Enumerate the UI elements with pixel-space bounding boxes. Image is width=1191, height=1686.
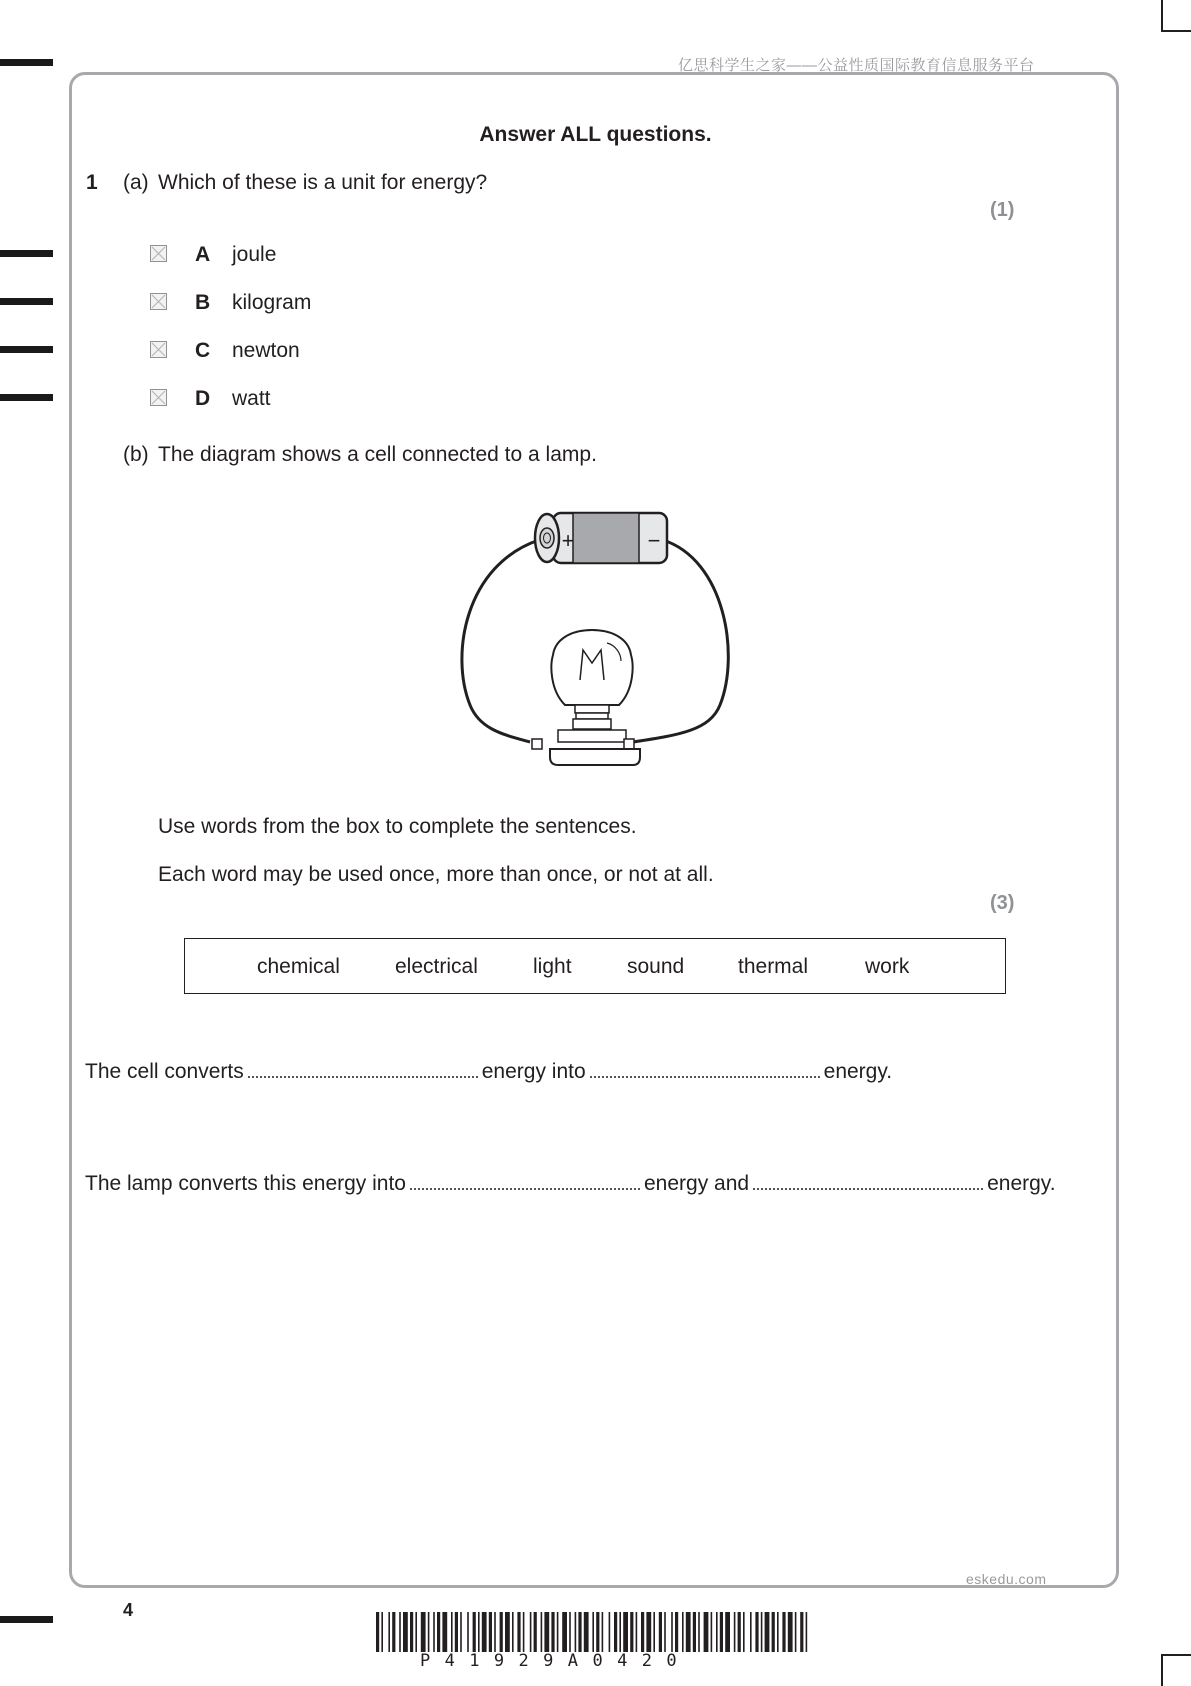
- barcode-bar: [725, 1612, 730, 1652]
- barcode-bar: [534, 1612, 537, 1652]
- barcode-bar: [437, 1612, 440, 1652]
- barcode-bar: [584, 1612, 589, 1652]
- cross-icon: [151, 294, 166, 309]
- barcode-bar: [415, 1612, 417, 1652]
- barcode-bar: [569, 1612, 571, 1652]
- barcode-bar: [551, 1612, 554, 1652]
- answer-blank-4[interactable]: [753, 1187, 983, 1190]
- margin-mark: [0, 1616, 53, 1623]
- barcode-bar: [716, 1612, 718, 1652]
- answer-blank-1[interactable]: [248, 1075, 478, 1078]
- barcode-bar: [410, 1612, 413, 1652]
- sentence-1-start: The cell converts: [85, 1060, 244, 1083]
- option-c-text: newton: [232, 339, 300, 362]
- barcode-bar: [596, 1612, 599, 1652]
- barcode-text: P41929A0420: [420, 1651, 691, 1671]
- option-a-checkbox[interactable]: [150, 245, 167, 262]
- barcode-bar: [704, 1612, 709, 1652]
- margin-mark: [0, 250, 53, 257]
- question-number: 1: [86, 171, 98, 194]
- margin-mark: [0, 394, 53, 401]
- barcode-bar: [544, 1612, 549, 1652]
- barcode-bar: [664, 1612, 666, 1652]
- barcode-bar: [530, 1612, 532, 1652]
- barcode-bar: [592, 1612, 594, 1652]
- sentence-1: [85, 1060, 892, 1084]
- sentence-2: [85, 1172, 1056, 1196]
- margin-mark: [0, 346, 53, 353]
- barcode-bar: [777, 1612, 779, 1652]
- answer-blank-2[interactable]: [590, 1075, 820, 1078]
- cell-battery: [535, 513, 667, 563]
- barcode-bar: [541, 1612, 543, 1652]
- cross-icon: [151, 390, 166, 405]
- barcode-bar: [562, 1612, 567, 1652]
- barcode-bar: [630, 1612, 633, 1652]
- barcode-bar: [460, 1612, 462, 1652]
- word-thermal: thermal: [738, 955, 809, 978]
- barcode-bar: [578, 1612, 581, 1652]
- barcode-bar: [743, 1612, 745, 1652]
- barcode-bar: [800, 1612, 803, 1652]
- barcode-bar: [451, 1612, 453, 1652]
- barcode-bar: [623, 1612, 628, 1652]
- option-b-checkbox[interactable]: [150, 293, 167, 310]
- barcode-bar: [659, 1612, 662, 1652]
- option-b-text: kilogram: [232, 291, 312, 314]
- page-number: 4: [123, 1600, 134, 1620]
- barcode-bar: [750, 1612, 752, 1652]
- barcode-bar: [806, 1612, 808, 1652]
- watermark-bottom: eskedu.com: [966, 1571, 1047, 1587]
- barcode-bar: [442, 1612, 447, 1652]
- barcode-bar: [671, 1612, 673, 1652]
- barcode-bar: [675, 1612, 678, 1652]
- barcode-bar: [698, 1612, 700, 1652]
- lamp-icon: [532, 630, 640, 765]
- part-a-question: Which of these is a unit for energy?: [158, 171, 488, 194]
- barcode-bar: [392, 1612, 395, 1652]
- barcode-bar: [421, 1612, 426, 1652]
- barcode-bar: [433, 1612, 435, 1652]
- barcode-bar: [467, 1612, 469, 1652]
- barcode-bar: [646, 1612, 651, 1652]
- barcode-bar: [765, 1612, 770, 1652]
- option-c-letter: C: [195, 339, 211, 362]
- barcode-bar: [376, 1612, 379, 1652]
- margin-mark: [0, 298, 53, 305]
- barcode-bar: [473, 1612, 476, 1652]
- word-sound: sound: [627, 955, 685, 978]
- barcode-bar: [478, 1612, 480, 1652]
- instruction-1: Use words from the box to complete the sentences.: [158, 815, 637, 838]
- barcode-bar: [614, 1612, 617, 1652]
- barcode-bar: [489, 1612, 492, 1652]
- barcode-bar: [575, 1612, 577, 1652]
- part-b-marks: (3): [990, 892, 1015, 914]
- barcode-bar: [761, 1612, 763, 1652]
- barcode-bar: [772, 1612, 775, 1652]
- cross-icon: [151, 246, 166, 261]
- option-a-text: joule: [232, 243, 277, 266]
- barcode-bar: [517, 1612, 520, 1652]
- watermark-top: 亿思科学生之家——公益性质国际教育信息服务平台: [678, 57, 1035, 74]
- option-b-letter: B: [195, 291, 211, 314]
- circuit-diagram: [455, 505, 735, 770]
- option-a-letter: A: [195, 243, 211, 266]
- option-d-letter: D: [195, 387, 211, 410]
- option-d-text: watt: [232, 387, 271, 410]
- barcode-bar: [795, 1612, 797, 1652]
- option-d-checkbox[interactable]: [150, 389, 167, 406]
- part-b-label: (b): [123, 443, 149, 466]
- barcode-bar: [711, 1612, 713, 1652]
- cross-icon: [151, 342, 166, 357]
- barcode-bar: [653, 1612, 655, 1652]
- sentence-1-mid: energy into: [481, 1060, 586, 1083]
- barcode-bar: [782, 1612, 785, 1652]
- barcode-bar: [693, 1612, 696, 1652]
- word-work: work: [865, 955, 910, 978]
- barcode-bar: [381, 1612, 383, 1652]
- barcode-bar: [557, 1612, 559, 1652]
- barcode-bar: [686, 1612, 691, 1652]
- barcode-bar: [734, 1612, 736, 1652]
- wire-left: [462, 540, 539, 742]
- barcode-bar: [494, 1612, 496, 1652]
- barcode-image: [376, 1612, 810, 1652]
- barcode-bar: [500, 1612, 503, 1652]
- crop-mark: [1161, 0, 1191, 32]
- barcode-bar: [619, 1612, 621, 1652]
- barcode-bar: [738, 1612, 741, 1652]
- part-a-label: (a): [123, 171, 149, 194]
- word-chemical: chemical: [257, 955, 340, 978]
- option-c-checkbox[interactable]: [150, 341, 167, 358]
- barcode-bar: [602, 1612, 604, 1652]
- margin-mark: [0, 59, 53, 66]
- part-a-marks: (1): [990, 199, 1015, 221]
- cell-plus-label: +: [561, 528, 575, 553]
- word-light: light: [533, 955, 572, 978]
- barcode-bar: [512, 1612, 514, 1652]
- barcode-bar: [755, 1612, 758, 1652]
- barcode-bar: [788, 1612, 793, 1652]
- barcode-bar: [682, 1612, 684, 1652]
- barcode-bar: [641, 1612, 644, 1652]
- barcode-bar: [505, 1612, 510, 1652]
- barcode-bar: [609, 1612, 611, 1652]
- barcode-bar: [482, 1612, 487, 1652]
- cell-minus-label: −: [647, 528, 661, 553]
- barcode-bar: [636, 1612, 638, 1652]
- sentence-1-end: energy.: [823, 1060, 893, 1083]
- sentence-2-start: The lamp converts this energy into: [85, 1172, 406, 1195]
- barcode-bar: [388, 1612, 390, 1652]
- barcode-bar: [399, 1612, 401, 1652]
- barcode-bar: [428, 1612, 430, 1652]
- word-electrical: electrical: [395, 955, 478, 978]
- page-title: Answer ALL questions.: [479, 123, 712, 146]
- sentence-2-end: energy.: [987, 1172, 1056, 1195]
- instruction-2: Each word may be used once, more than once, or not at all.: [158, 863, 714, 886]
- wire-right: [633, 540, 728, 742]
- barcode-bar: [403, 1612, 408, 1652]
- crop-mark: [1161, 1654, 1191, 1686]
- sentence-2-mid: energy and: [644, 1172, 750, 1195]
- barcode-bar: [720, 1612, 723, 1652]
- barcode-bar: [455, 1612, 458, 1652]
- part-b-question: The diagram shows a cell connected to a lamp.: [158, 443, 597, 466]
- answer-blank-3[interactable]: [410, 1187, 640, 1190]
- barcode-bar: [523, 1612, 525, 1652]
